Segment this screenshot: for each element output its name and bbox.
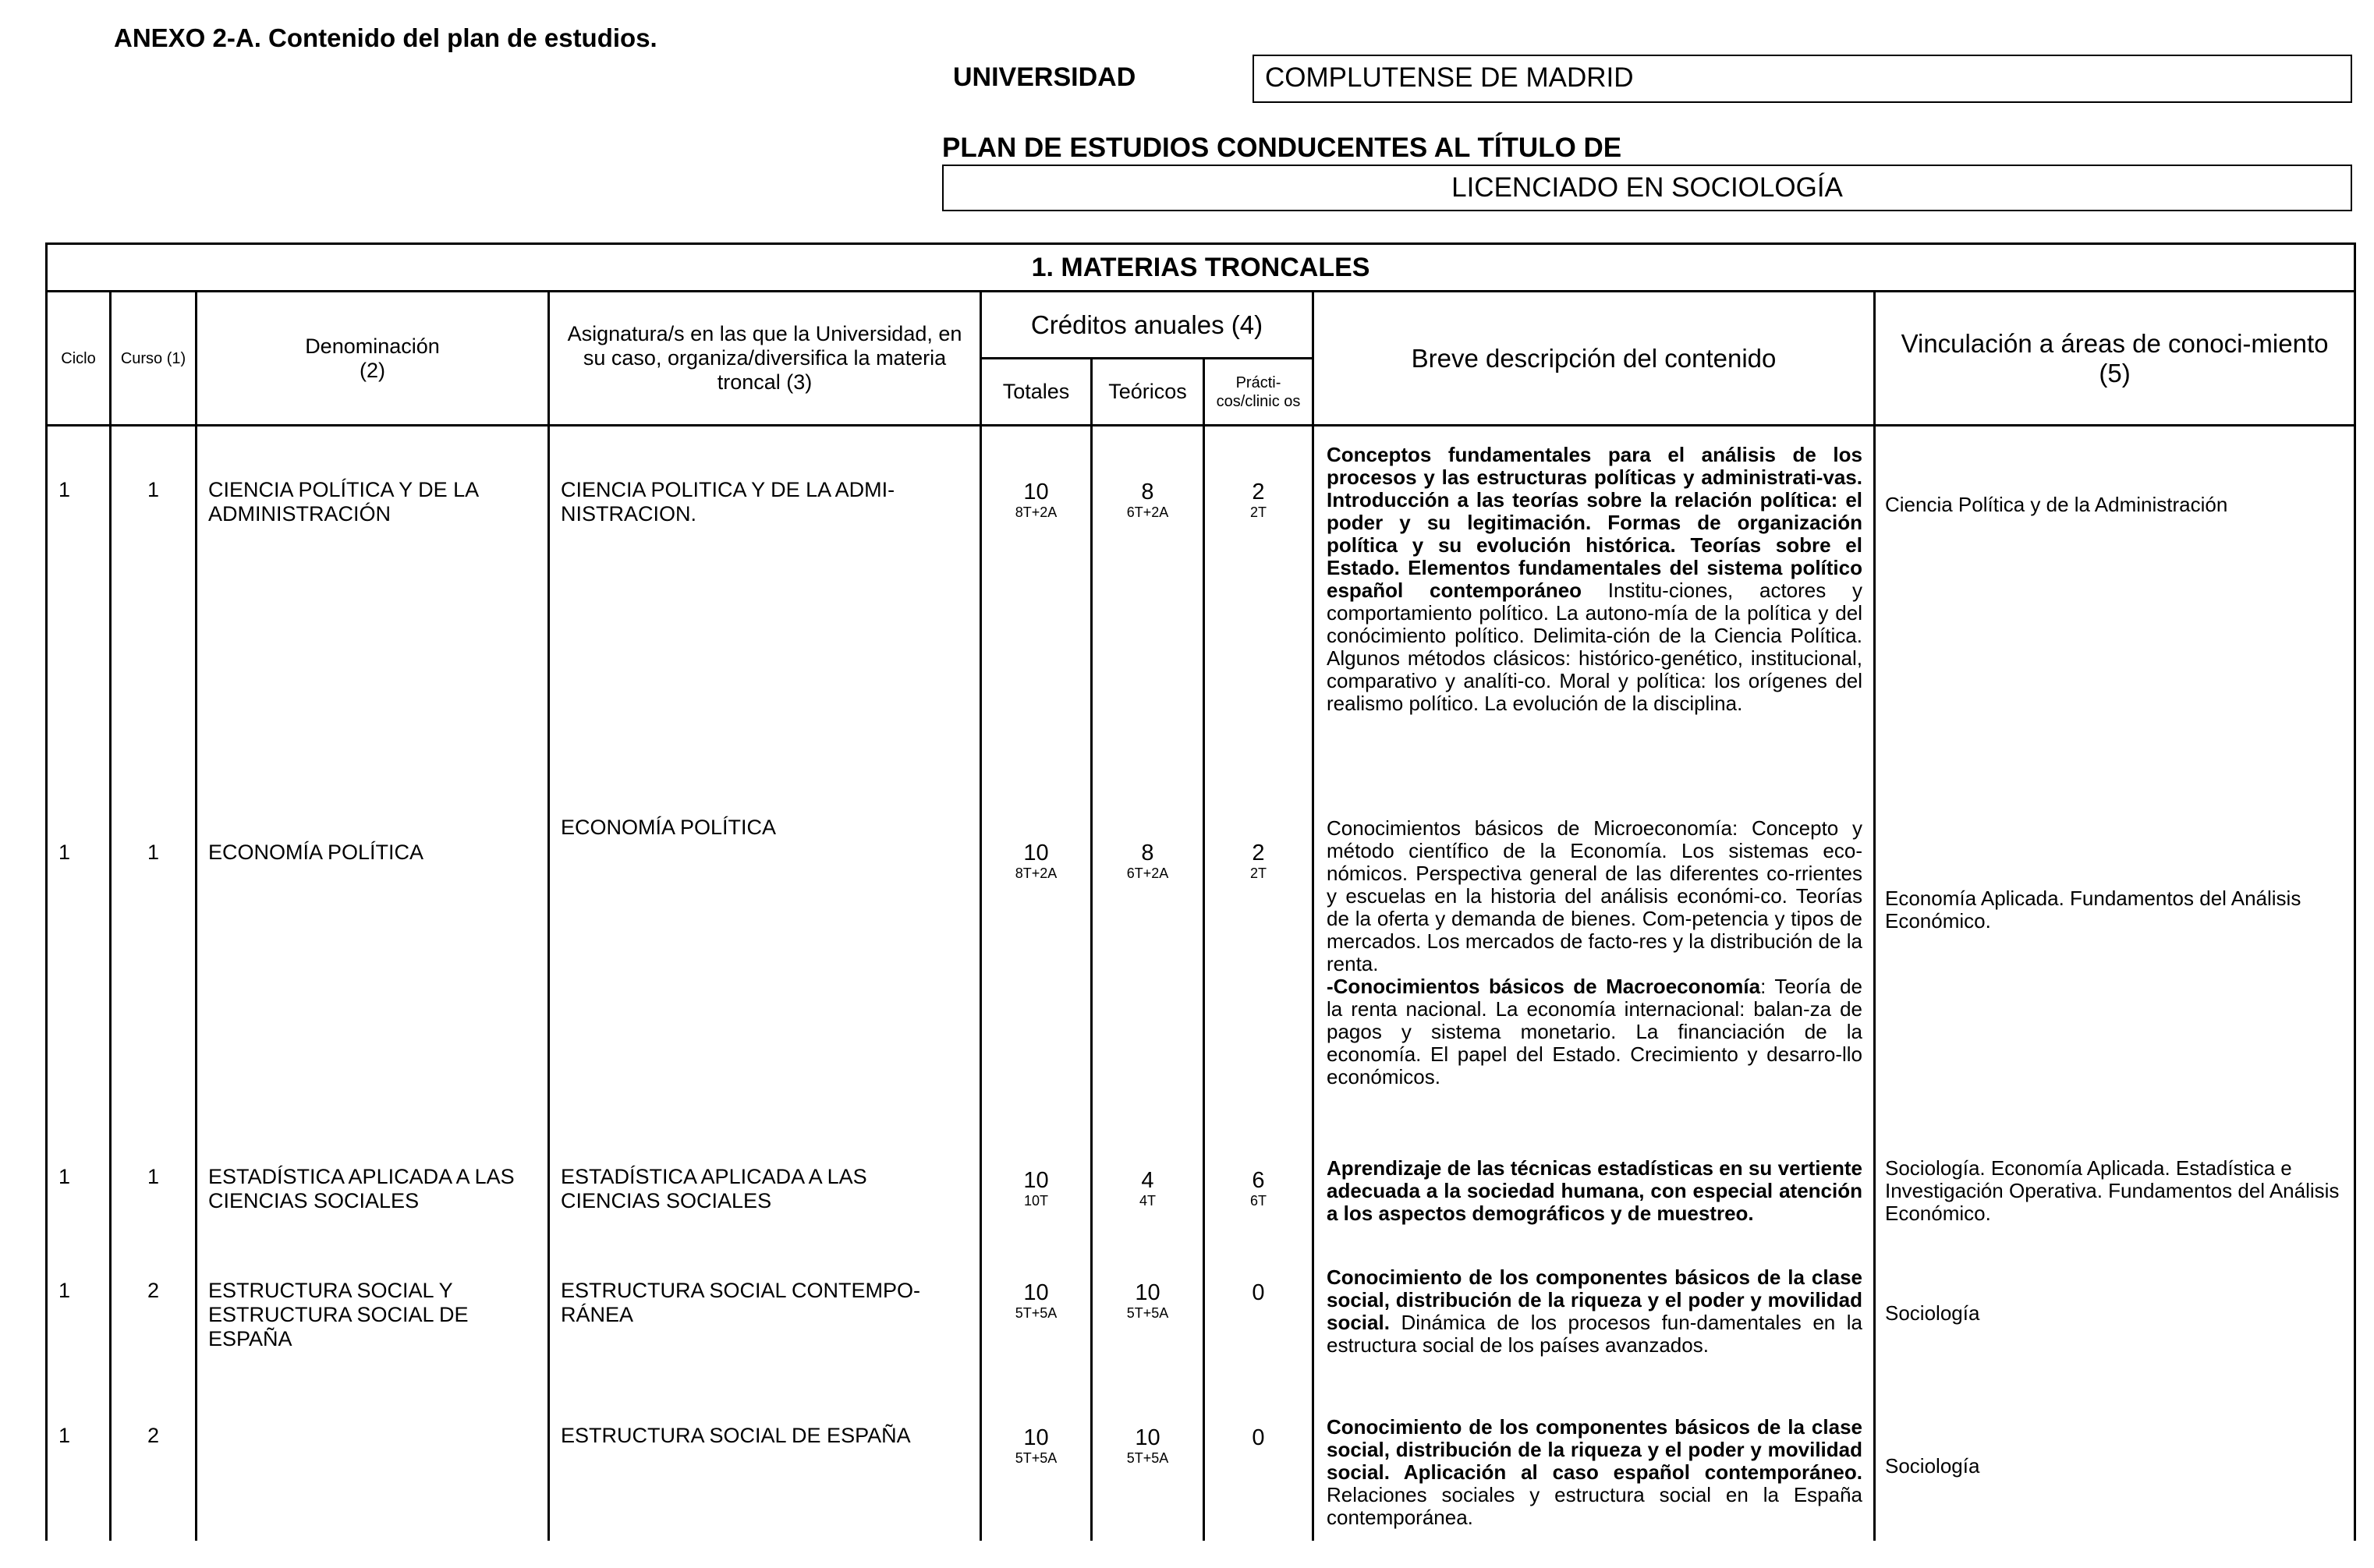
teoricos-value: 10 [1135,1280,1160,1305]
col-asignaturas: Asignatura/s en las que la Universidad, en su caso, organiza/diversifica la materia troncal (3) [549,292,981,426]
descripcion-text: Dinámica de los procesos fun-damentales en la estructura social de los países avanzados. [1327,1310,1862,1357]
practicos-value: 6 [1252,1167,1265,1193]
teoricos-value: 8 [1141,840,1154,865]
descripcion-cell [1313,426,1875,786]
teoricos-cell [1092,1416,1204,1541]
totales-sub: 5T+5A [1015,1449,1058,1466]
ciclo-cell: 1 [47,1416,111,1541]
col-practicos: Prácti-cos/clinic os [1204,359,1313,426]
teoricos-sub: 5T+5A [1126,1304,1169,1321]
area-cell: Sociología [1875,1263,2355,1416]
practicos-value: 2 [1252,840,1265,865]
totales-value: 10 [1023,1280,1049,1305]
col-teoricos: Teóricos [1092,359,1204,426]
asignatura-cell: ESTRUCTURA SOCIAL CONTEMPO-RÁNEA [549,1263,981,1416]
descripcion-text: Relaciones sociales y estructura social en la España contemporánea. [1327,1482,1862,1529]
col-denominacion-note: (2) [360,358,385,382]
ciclo-cell: 1 [47,1148,111,1263]
totales-sub: 10T [1023,1192,1049,1209]
descripcion-bold: Conocimiento de los componentes básicos de la clase social, distribución de la riqueza y el poder y movilidad social. [1327,1265,1862,1334]
col-descripcion: Breve descripción del contenido [1313,292,1875,426]
col-denominacion [197,292,549,426]
totales-cell [981,1148,1092,1263]
descripcion-text: Institu-ciones, actores y comportamiento político. La autono-mía de la política y del conócimiento político. Delimita-ción de la Ciencia Política. Algunos métodos clásicos: histórico-genético, institucional, comparativo y analíti-co. Moral y política: los orígenes del realismo político. La evolución de la disciplina. [1327,579,1863,715]
table-row [47,786,2355,1148]
asignatura-cell: ESTRUCTURA SOCIAL DE ESPAÑA [549,1416,981,1541]
area-cell: Economía Aplicada. Fundamentos del Análisis Económico. [1875,786,2355,1148]
totales-cell [981,1416,1092,1541]
totales-cell [981,786,1092,1148]
degree-title-box: LICENCIADO EN SOCIOLOGÍA [942,165,2352,211]
totales-cell [981,1263,1092,1416]
totales-value: 10 [1023,840,1049,865]
descripcion-text-2: : Teoría de la renta nacional. La economía internacional: balan-za de pagos y sistema monetario. La financiación de la economía. El papel del Estado. Crecimiento y desarro-llo económicos. [1327,974,1862,1088]
totales-value: 10 [1023,480,1049,504]
teoricos-cell [1092,426,1204,786]
descripcion-bold: Conceptos fundamentales para el análisis de los procesos y las estructuras políticas y administrati-vas. Introducción a las teorías sobre la relación política: el poder y su legitimación. Formas de organización política y su evolución histórica. Teorías sobre el Estado. Elementos fundamentales del sistema político español contemporáneo [1327,443,1862,602]
table-row [47,1416,2355,1541]
col-curso: Curso (1) [111,292,197,426]
plan-label: PLAN DE ESTUDIOS CONDUCENTES AL TÍTULO DE [942,133,1622,163]
table-row [47,1148,2355,1263]
descripcion-cell [1313,786,1875,1148]
curso-cell: 1 [111,1148,197,1263]
denominacion-cell: CIENCIA POLÍTICA Y DE LA ADMINISTRACIÓN [197,426,549,786]
table-row [47,426,2355,786]
section-title: 1. MATERIAS TRONCALES [47,244,2355,292]
descripcion-text: Conocimientos básicos de Microeconomía: Concepto y método científico de la Economía. Los sistemas eco-nómicos. Perspectiva general de las diferentes co-rrientes y escuelas en la historia del análisis económi-co. Teorías de la oferta y demanda de bienes. Com-petencia y tipos de mercados. Los mercados de facto-res y la distribución de la renta. [1327,816,1862,975]
area-cell: Sociología. Economía Aplicada. Estadística e Investigación Operativa. Fundamentos del Análisis Económico. [1875,1148,2355,1263]
denominacion-cell: ESTADÍSTICA APLICADA A LAS CIENCIAS SOCIALES [197,1148,549,1263]
asignatura-cell: CIENCIA POLITICA Y DE LA ADMI-NISTRACION. [549,426,981,786]
descripcion-bold: Conocimiento de los componentes básicos de la clase social, distribución de la riqueza y el poder y movilidad social. Aplicación al caso español contemporáneo. [1327,1414,1862,1484]
denominacion-cell: ESTRUCTURA SOCIAL Y ESTRUCTURA SOCIAL DE ESPAÑA [197,1263,549,1416]
descripcion-bold: -Conocimientos básicos de Macroeconomía [1327,974,1761,998]
totales-value: 10 [1023,1167,1049,1193]
area-cell: Ciencia Política y de la Administración [1875,426,2355,786]
descripcion-cell [1313,1416,1875,1541]
asignatura-cell: ECONOMÍA POLÍTICA [549,786,981,1148]
col-creditos: Créditos anuales (4) [981,292,1313,359]
col-ciclo: Ciclo [47,292,111,426]
ciclo-cell: 1 [47,1263,111,1416]
practicos-cell [1204,1263,1313,1416]
practicos-cell [1204,1148,1313,1263]
teoricos-sub: 4T [1139,1192,1156,1209]
table-row [47,1263,2355,1416]
practicos-cell [1204,426,1313,786]
col-denominacion-label: Denominación [305,334,440,358]
teoricos-sub: 6T+2A [1126,865,1169,881]
teoricos-cell [1092,786,1204,1148]
teoricos-sub: 6T+2A [1126,504,1169,520]
teoricos-cell [1092,1148,1204,1263]
practicos-value: 2 [1252,480,1265,504]
col-vinculacion: Vinculación a áreas de conoci-miento (5) [1875,292,2355,426]
area-cell: Sociología [1875,1416,2355,1541]
practicos-sub: 2T [1249,865,1267,881]
practicos-cell [1204,1416,1313,1541]
curso-cell: 2 [111,1263,197,1416]
practicos-sub: 6T [1249,1192,1267,1209]
col-totales: Totales [981,359,1092,426]
ciclo-cell: 1 [47,786,111,1148]
practicos-value: 0 [1252,1280,1265,1305]
annex-title: ANEXO 2-A. Contenido del plan de estudios. [114,23,657,52]
denominacion-cell: ECONOMÍA POLÍTICA [197,786,549,1148]
totales-cell [981,426,1092,786]
teoricos-sub: 5T+5A [1126,1449,1169,1466]
materias-table [45,242,2354,1568]
curso-cell: 1 [111,786,197,1148]
totales-sub: 8T+2A [1015,504,1058,520]
university-value: COMPLUTENSE DE MADRID [1265,62,1634,93]
descripcion-cell [1313,1263,1875,1416]
practicos-cell [1204,786,1313,1148]
totales-value: 10 [1023,1425,1049,1450]
practicos-value: 0 [1252,1425,1265,1450]
teoricos-cell [1092,1263,1204,1416]
university-label: UNIVERSIDAD [953,62,1136,92]
descripcion-bold: Aprendizaje de las técnicas estadísticas en su vertiente adecuada a la sociedad humana, con especial atención a los aspectos demográficos y de muestreo. [1327,1156,1862,1225]
totales-sub: 8T+2A [1015,865,1058,881]
teoricos-value: 8 [1141,480,1154,504]
teoricos-value: 10 [1135,1425,1160,1450]
totales-sub: 5T+5A [1015,1304,1058,1321]
practicos-sub: 2T [1249,504,1267,520]
descripcion-cell [1313,1148,1875,1263]
denominacion-cell [197,1416,549,1541]
teoricos-value: 4 [1141,1167,1154,1193]
ciclo-cell: 1 [47,426,111,786]
curso-cell: 1 [111,426,197,786]
curso-cell: 2 [111,1416,197,1541]
asignatura-cell: ESTADÍSTICA APLICADA A LAS CIENCIAS SOCIALES [549,1148,981,1263]
